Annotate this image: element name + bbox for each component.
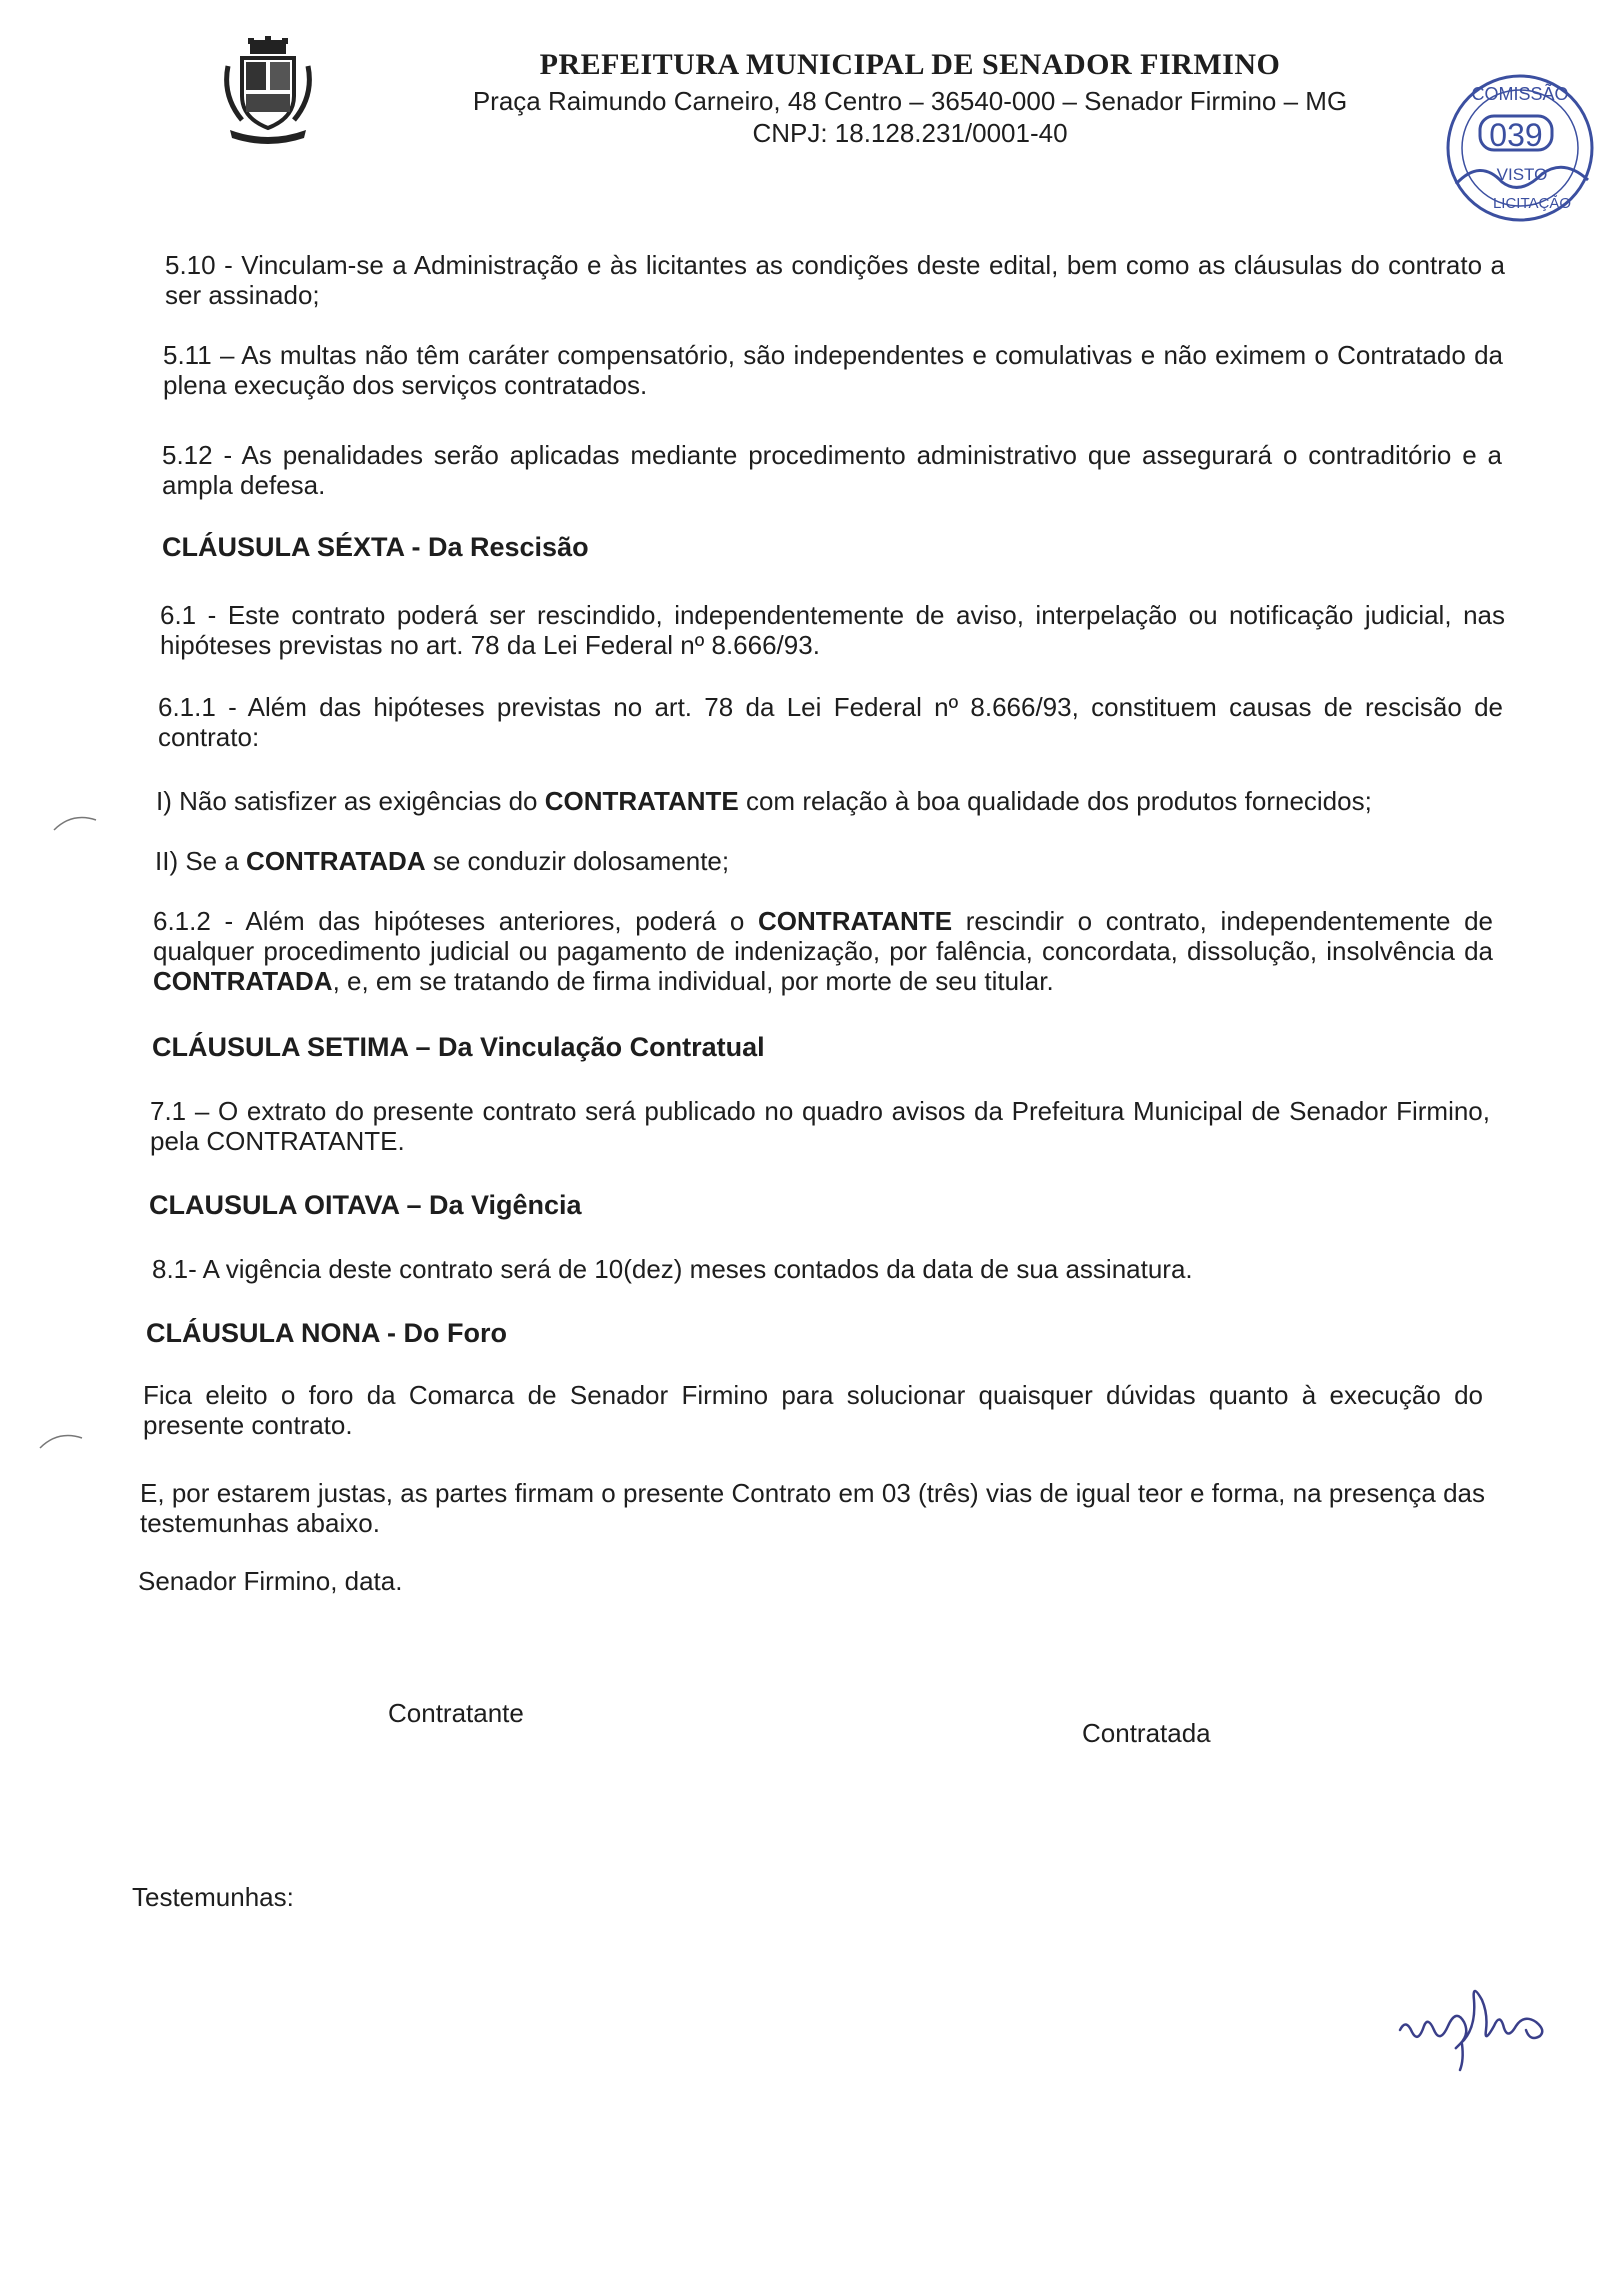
clause-6-1-2: 6.1.2 - Além das hipóteses anteriores, poderá o CONTRATANTE rescindir o contrato, independentemente de qualquer procedimento judicial ou pagamento de indenização, por falência, concordata, dissolução, insolvência da CONTRATADA, e, em se tratando de firma individual, por morte de seu titular.: [153, 906, 1493, 996]
header-address: Praça Raimundo Carneiro, 48 Centro – 36540-000 – Senador Firmino – MG: [472, 86, 1348, 116]
stamp-middle-text: VISTO: [1496, 165, 1548, 184]
stamp-number: 039: [1489, 117, 1543, 153]
closing-paragraph: E, por estarem justas, as partes firmam o presente Contrato em 03 (três) vias de igual teor e forma, na presença das testemunhas abaixo.: [140, 1478, 1485, 1538]
clause-6-1: 6.1 - Este contrato poderá ser rescindido, independentemente de aviso, interpelação ou notificação judicial, nas hipóteses previstas no art. 78 da Lei Federal nº 8.666/93.: [160, 600, 1505, 660]
stamp-bottom-text: LICITAÇÃO: [1492, 195, 1572, 212]
margin-mark: [36, 1424, 86, 1454]
header-title: PREFEITURA MUNICIPAL DE SENADOR FIRMINO: [539, 48, 1281, 81]
clause-7-1: 7.1 – O extrato do presente contrato será publicado no quadro avisos da Prefeitura Municipal de Senador Firmino, pela CONTRATANTE.: [150, 1096, 1490, 1156]
heading-clause-8: CLAUSULA OITAVA – Da Vigência: [149, 1190, 582, 1220]
clause-5-10: 5.10 - Vinculam-se a Administração e às licitantes as condições deste edital, bem como as cláusulas do contrato a ser assinado;: [165, 250, 1505, 310]
municipal-crest-icon: [220, 36, 316, 146]
heading-clause-6: CLÁUSULA SÉXTA - Da Rescisão: [162, 532, 589, 562]
stamp-top-text: COMISSÃO: [1471, 84, 1569, 104]
commission-stamp: [1440, 62, 1600, 242]
item-2: II) Se a CONTRATADA se conduzir dolosamente;: [155, 846, 730, 876]
clause-6-1-1: 6.1.1 - Além das hipóteses previstas no art. 78 da Lei Federal nº 8.666/93, constituem causas de rescisão de contrato:: [158, 692, 1503, 752]
heading-clause-9: CLÁUSULA NONA - Do Foro: [146, 1318, 507, 1348]
header-cnpj: CNPJ: 18.128.231/0001-40: [752, 118, 1068, 148]
clause-5-11: 5.11 – As multas não têm caráter compensatório, são independentes e comulativas e não eximem o Contratado da plena execução dos serviços contratados.: [163, 340, 1503, 400]
heading-clause-7: CLÁUSULA SETIMA – Da Vinculação Contratual: [152, 1032, 765, 1062]
contratada-label: Contratada: [1082, 1718, 1211, 1748]
contratante-label: Contratante: [388, 1698, 524, 1728]
clause-5-12: 5.12 - As penalidades serão aplicadas mediante procedimento administrativo que assegurará o contraditório e a ampla defesa.: [162, 440, 1502, 500]
clause-8-1: 8.1- A vigência deste contrato será de 10(dez) meses contados da data de sua assinatura.: [152, 1254, 1193, 1284]
handwritten-initials: [1390, 1960, 1570, 2080]
margin-mark: [50, 806, 100, 836]
clause-foro: Fica eleito o foro da Comarca de Senador Firmino para solucionar quaisquer dúvidas quanto à execução do presente contrato.: [143, 1380, 1483, 1440]
item-1: I) Não satisfizer as exigências do CONTRATANTE com relação à boa qualidade dos produtos fornecidos;: [156, 786, 1372, 816]
place-date: Senador Firmino, data.: [138, 1566, 403, 1596]
testemunhas-label: Testemunhas:: [132, 1882, 294, 1912]
